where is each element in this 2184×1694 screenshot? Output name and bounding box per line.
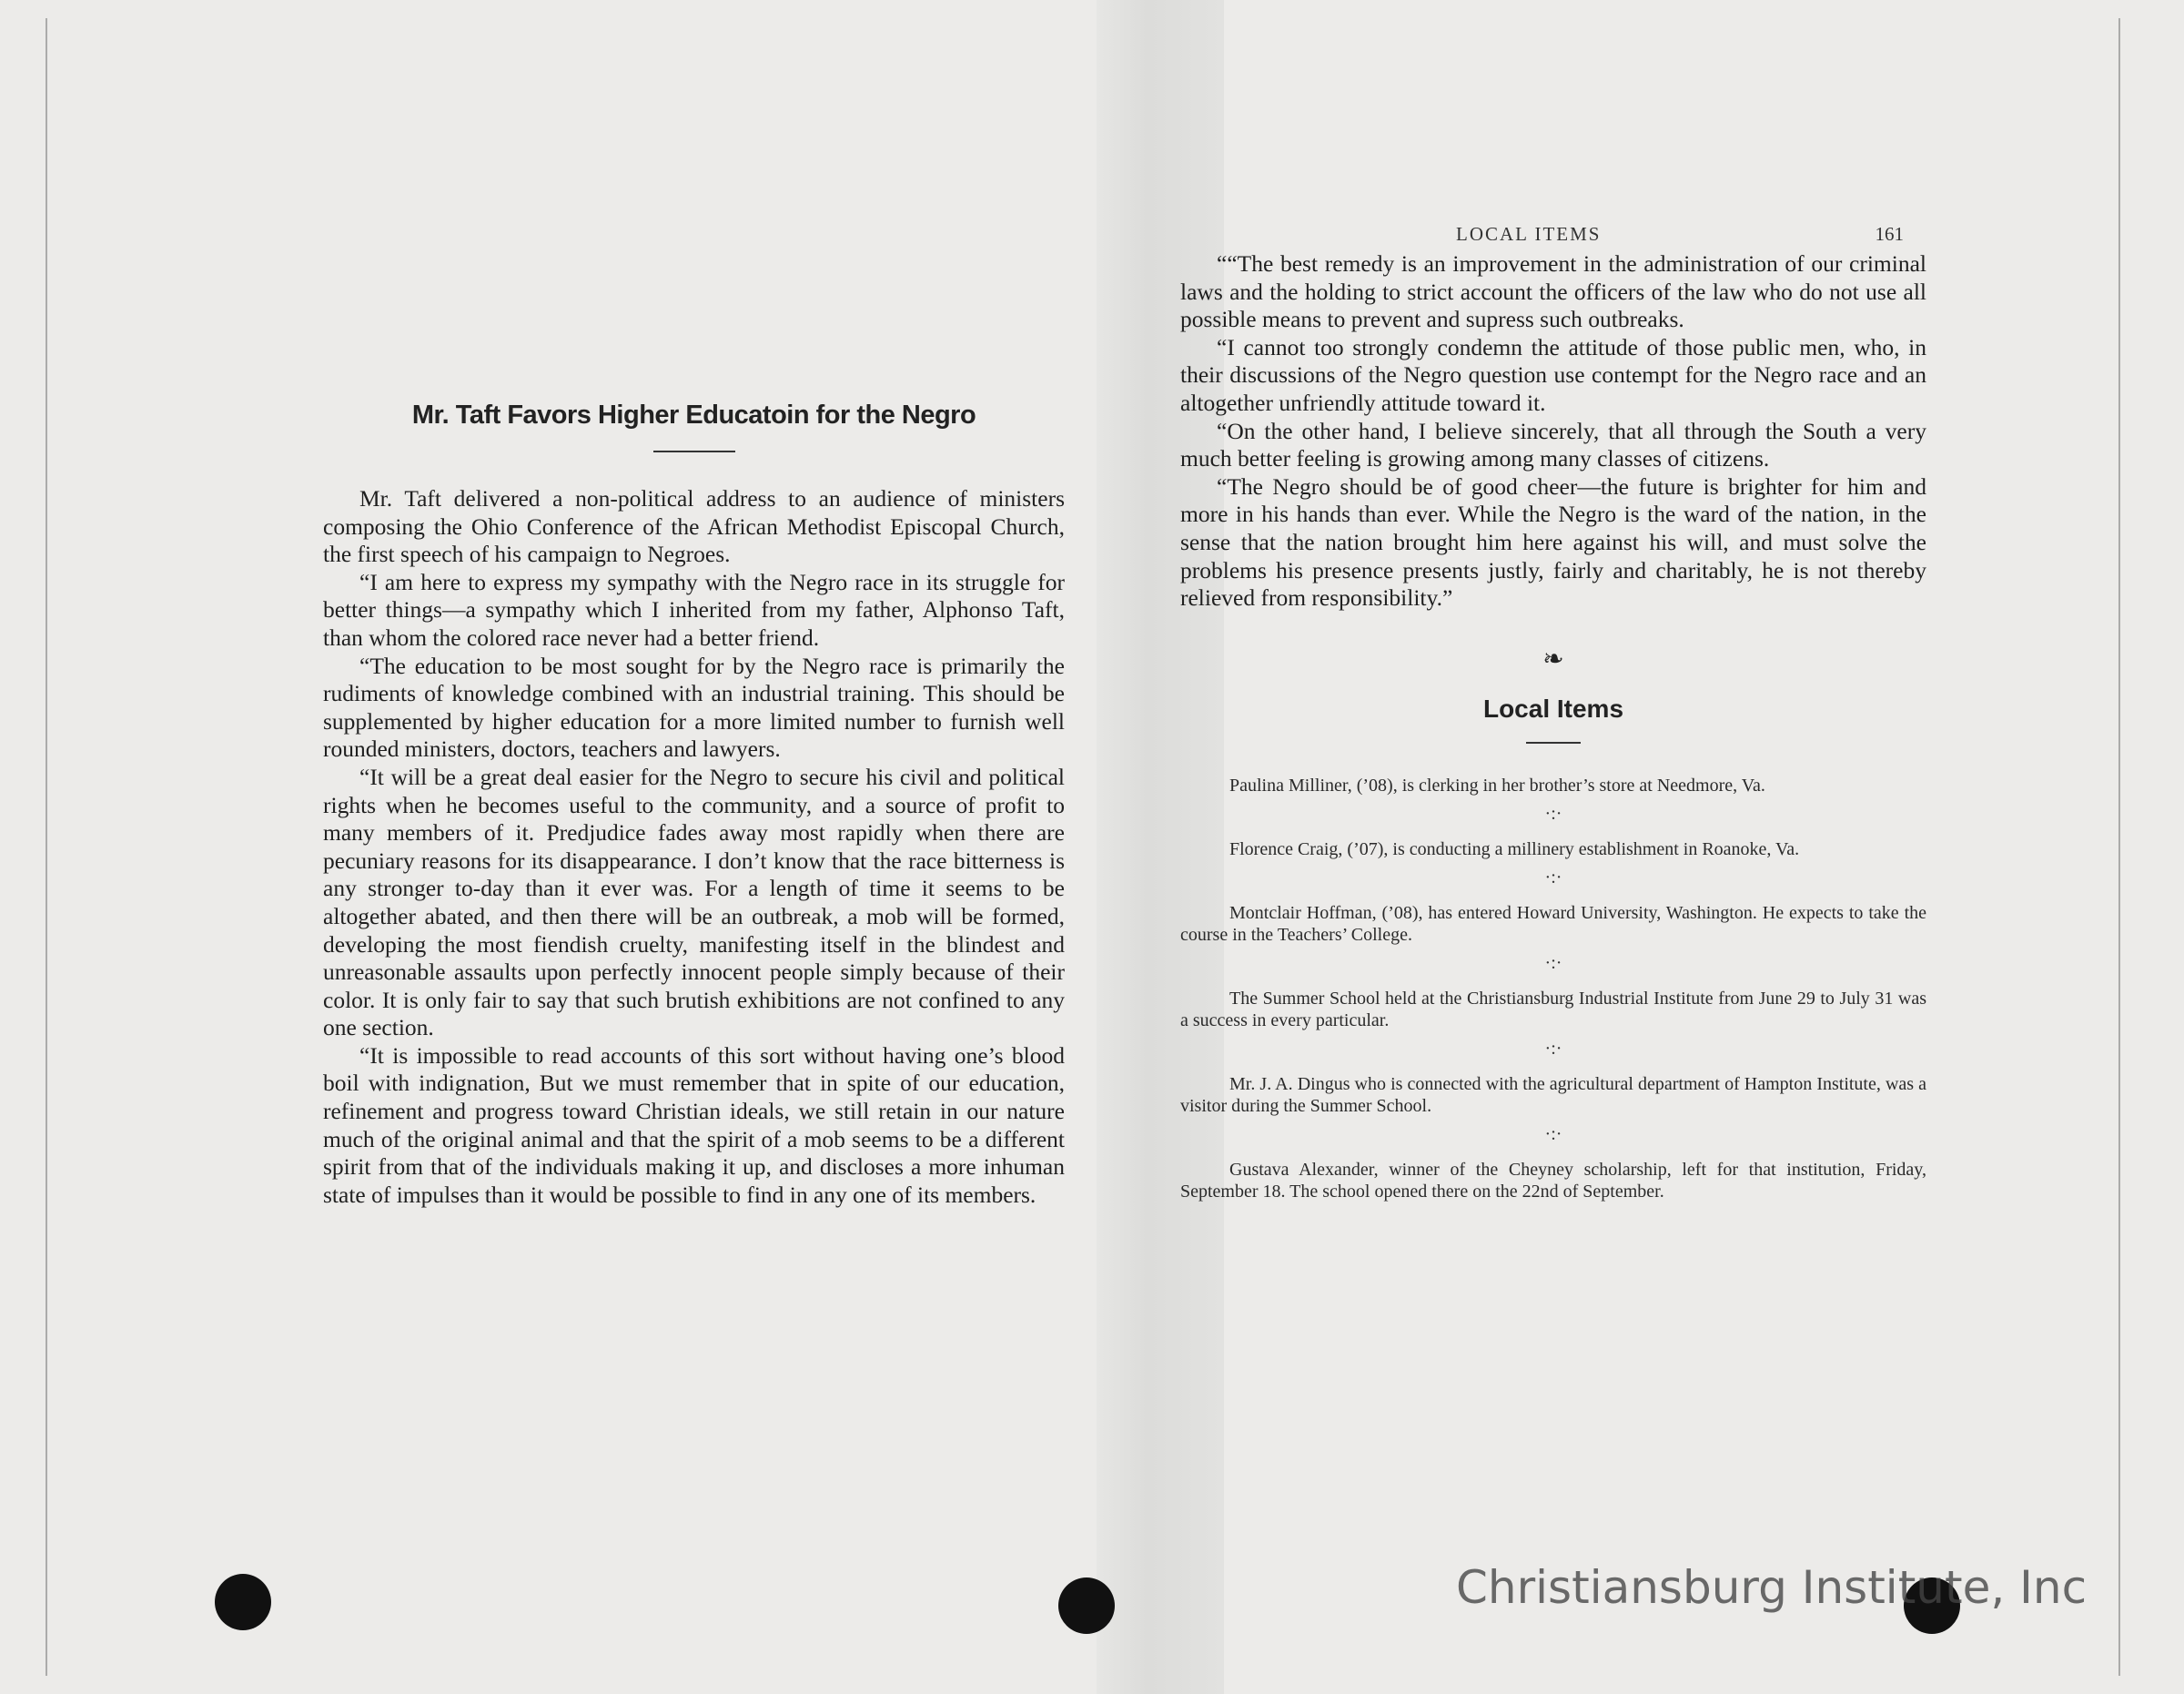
paragraph: “It is impossible to read accounts of this sort without having one’s blood boil with indignation, But we must remember that in spite of our education, refinement and progress toward Christian ideals, we still retain in our nature much of the original animal and that the spirit of a mob seems to be a different spirit from that of the individuals making it up, and discloses a more inhuman state of impulses than it would be possible to find in any one of its members. <box>323 1041 1065 1208</box>
paragraph: ““The best remedy is an improvement in the administration of our criminal laws and the holding to strict account the officers of the law who do not use all possible means to prevent and supress such outbreaks. <box>1180 250 1926 333</box>
paragraph: “The education to be most sought for by the Negro race is primarily the rudiments of knowledge combined with an industrial training. This should be supplemented by higher education for a more limited number to furnish well rounded ministers, doctors, teachers and lawyers. <box>323 652 1065 763</box>
article-title: Mr. Taft Favors Higher Educatoin for the Negro <box>411 401 976 430</box>
paragraph: “I cannot too strongly condemn the attitude of those public men, who, in their discussions of the Negro question use contempt for the Negro race and an altogether unfriendly attitude toward it. <box>1180 333 1926 416</box>
left-page <box>323 401 1065 1209</box>
punch-hole <box>1058 1577 1115 1634</box>
article-continuation <box>1180 250 1926 613</box>
running-head <box>1180 223 1926 250</box>
title-rule <box>653 451 735 452</box>
list-item: Gustava Alexander, winner of the Cheyney scholarship, left for that institution, Friday, September 18. The school opened there on the 22nd of September. <box>1180 1159 1926 1202</box>
list-item: Mr. J. A. Dingus who is connected with the agricultural department of Hampton Institute, was a visitor during the Summer School. <box>1180 1073 1926 1116</box>
paragraph: “The Negro should be of good cheer—the future is brighter for him and more in his hands than ever. While the Negro is the ward of the nation, in the sense that the nation brought him here against his will, and must solve the problems his presence presents justly, fairly and charitably, he is not thereby relieved from responsibility.” <box>1180 472 1926 612</box>
list-item: Paulina Milliner, (’08), is clerking in her brother’s store at Needmore, Va. <box>1229 775 1765 796</box>
local-items-list <box>1180 775 1926 1202</box>
paragraph: “It will be a great deal easier for the Negro to secure his civil and political rights when he becomes useful to the community, and a source of profit to many members of it. Predjudice fades away most rapidly when there are pecuniary reasons for its disappearance. I don’t know that the race bitterness is any stronger to-day than it ever was. For a length of time it seems to be altogether abated, and then there will be an outbreak, a mob will be formed, developing the most fiendish cruelty, manifesting itself in the blindest and unreasonable assaults upon perfectly innocent people simply because of their color. It is only fair to say that such brutish exhibitions are not confined to any one section. <box>323 763 1065 1041</box>
section-title: Local Items <box>1482 694 1624 723</box>
item-separator: ·:· <box>1544 803 1562 824</box>
article-body <box>323 485 1065 1209</box>
item-separator: ·:· <box>1544 867 1562 888</box>
right-page <box>1180 223 1926 1202</box>
punch-hole <box>215 1574 271 1630</box>
list-item: Montclair Hoffman, (’08), has entered Howard University, Washington. He expects to take the course in the Teachers’ College. <box>1180 902 1926 945</box>
right-edge-line <box>2118 18 2120 1676</box>
section-rule <box>1526 742 1581 744</box>
left-edge-line <box>46 18 47 1676</box>
item-separator: ·:· <box>1544 1038 1562 1059</box>
list-item: The Summer School held at the Christiansburg Industrial Institute from June 29 to July 31 was a success in every particular. <box>1180 988 1926 1030</box>
paragraph: Mr. Taft delivered a non-political address to an audience of ministers composing the Ohio Conference of the African Methodist Episcopal Church, the first speech of his campaign to Negroes. <box>323 485 1065 568</box>
item-separator: ·:· <box>1544 1123 1562 1144</box>
watermark: Christiansburg Institute, Inc <box>1456 1561 2088 1614</box>
paragraph: “I am here to express my sympathy with the Negro race in its struggle for better things—a sympathy which I inherited from my father, Alphonso Taft, than whom the colored race never had a better friend. <box>323 568 1065 651</box>
page-number: 161 <box>1875 223 1904 245</box>
item-separator: ·:· <box>1544 952 1562 973</box>
list-item: Florence Craig, (’07), is conducting a millinery establishment in Roanoke, Va. <box>1229 838 1800 859</box>
fleuron-ornament-icon: ❧ <box>1542 644 1564 674</box>
running-head-title: LOCAL ITEMS <box>1456 223 1602 245</box>
paragraph: “On the other hand, I believe sincerely, that all through the South a very much better feeling is growing among many classes of citizens. <box>1180 417 1926 472</box>
